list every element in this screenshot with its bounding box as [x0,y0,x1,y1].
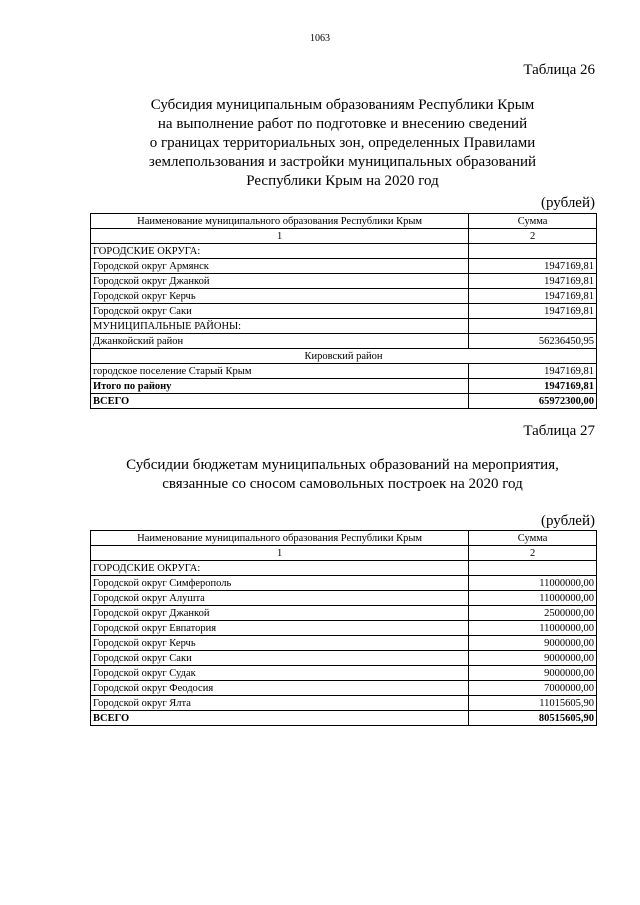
table-26 [90,213,597,409]
table-row [91,289,597,304]
column-number: 2 [469,546,597,561]
page-number: 1063 [310,33,330,44]
total-label: ВСЕГО [91,711,469,726]
row-value: 9000000,00 [469,651,597,666]
row-name: Городской округ Симферополь [91,576,469,591]
table-row [91,636,597,651]
row-value: 1947169,81 [469,289,597,304]
table-row [91,274,597,289]
table-row [91,651,597,666]
row-value: 2500000,00 [469,606,597,621]
table-row [91,304,597,319]
table-row [91,621,597,636]
column-header-sum: Сумма [469,531,597,546]
row-name: Городской округ Джанкой [91,274,469,289]
row-value: 1947169,81 [469,274,597,289]
table-header-row [91,214,597,229]
table-row [91,681,597,696]
table-header-row [91,531,597,546]
table-27-title [90,456,595,494]
row-name: Джанкойский район [91,334,469,349]
row-name: Городской округ Джанкой [91,606,469,621]
table-row [91,259,597,274]
table-column-number-row [91,229,597,244]
table-row [91,606,597,621]
row-name: Городской округ Армянск [91,259,469,274]
table-row [91,576,597,591]
subtotal-label: Итого по району [91,379,469,394]
section-label: МУНИЦИПАЛЬНЫЕ РАЙОНЫ: [91,319,469,334]
section-row [91,244,597,259]
row-name: городское поселение Старый Крым [91,364,469,379]
column-number: 1 [91,546,469,561]
column-header-name: Наименование муниципального образования Республики Крым [91,531,469,546]
section-row [91,561,597,576]
title-line: Субсидии бюджетам муниципальных образований на мероприятия, [126,457,559,473]
row-name: Городской округ Алушта [91,591,469,606]
row-name: Городской округ Керчь [91,636,469,651]
column-header-sum: Сумма [469,214,597,229]
table-row [91,591,597,606]
column-number: 1 [91,229,469,244]
table-row [91,334,597,349]
title-line: Субсидия муниципальным образованиям Республики Крым [150,97,535,113]
row-value: 9000000,00 [469,666,597,681]
total-row [91,394,597,409]
table-27-label: Таблица 27 [523,423,595,439]
total-value: 80515605,90 [469,711,597,726]
table-26-label: Таблица 26 [523,62,595,78]
table-26-unit: (рублей) [540,195,595,211]
district-label: Кировский район [91,349,597,364]
total-row [91,711,597,726]
total-label: ВСЕГО [91,394,469,409]
row-value: 11000000,00 [469,576,597,591]
section-label: ГОРОДСКИЕ ОКРУГА: [91,244,469,259]
section-row [91,319,597,334]
total-value: 65972300,00 [469,394,597,409]
table-27 [90,530,597,726]
row-value: 11015605,90 [469,696,597,711]
district-row [91,349,597,364]
row-value: 56236450,95 [469,334,597,349]
title-line: на выполнение работ по подготовке и внесению сведений [157,116,528,132]
section-label: ГОРОДСКИЕ ОКРУГА: [91,561,469,576]
row-value: 1947169,81 [469,304,597,319]
table-26-title [90,96,595,191]
row-name: Городской округ Ялта [91,696,469,711]
row-name: Городской округ Саки [91,651,469,666]
row-name: Городской округ Феодосия [91,681,469,696]
row-name: Городской округ Саки [91,304,469,319]
row-name: Городской округ Судак [91,666,469,681]
table-column-number-row [91,546,597,561]
table-row [91,666,597,681]
title-line: о границах территориальных зон, определенных Правилами [149,135,536,151]
row-value: 1947169,81 [469,364,597,379]
row-value: 11000000,00 [469,621,597,636]
row-value: 9000000,00 [469,636,597,651]
title-line: землепользования и застройки муниципальных образований [148,154,537,170]
column-number: 2 [469,229,597,244]
subtotal-row [91,379,597,394]
title-line: связанные со сносом самовольных построек на 2020 год [162,476,523,492]
row-value: 11000000,00 [469,591,597,606]
title-line: Республики Крым на 2020 год [246,173,439,189]
table-row [91,364,597,379]
column-header-name: Наименование муниципального образования Республики Крым [91,214,469,229]
row-name: Городской округ Керчь [91,289,469,304]
table-row [91,696,597,711]
table-27-unit: (рублей) [540,513,595,529]
subtotal-value: 1947169,81 [469,379,597,394]
row-name: Городской округ Евпатория [91,621,469,636]
row-value: 1947169,81 [469,259,597,274]
row-value: 7000000,00 [469,681,597,696]
